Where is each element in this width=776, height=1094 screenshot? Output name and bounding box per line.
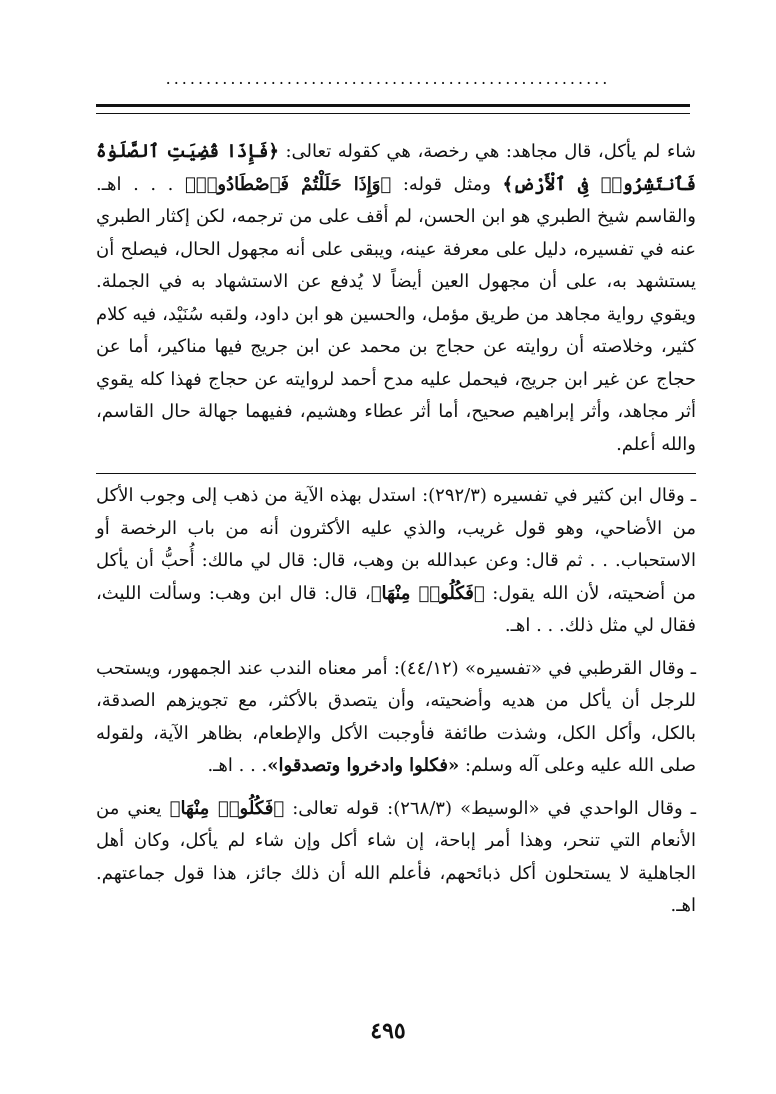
paragraph-2-text-b: ، قال: قال ابن وهب: وسألت الليث، فقال لي مثل ذلك. . . اهـ. [96,582,696,636]
paragraph-1-text-c: . . . اهـ. والقاسم شيخ الطبري هو ابن الحسن، لم أقف على من ترجمه، لكن إكثار الطبري عنه في تفسيره، دليل على معرفة عينه، ويبقى على أنه مجهول الحال، فيصلح أن يستشهد به، على أن مجهول العين أيضاً لا يُدفع عن الاستشهاد به في الجملة. ويقوي رواية مجاهد من طريق مؤمل، والحسين هو ابن داود، ولقبه سُنَيْد، فيه كلام كثير، وخلاصته أن روايته عن حجاج بن محمد عن ابن جريج فيها مناكير، أما عن حجاج عن غير ابن جريج، فيحمل عليه مدح أحمد لروايته عن حجاج فهذا كله يقوي أثر مجاهد، وأثر إبراهيم صحيح، أما أثر عطاء وهشيم، ففيهما جهالة حال القاسم، والله أعلم. [96,173,696,455]
paragraph-4-text-b: يعني من الأنعام التي تنحر، وهذا أمر إباحة، إن شاء أكل وإن شاء لم يأكل، وكان أهل الجاهلية لا يستحلون أكل ذبائحهم، فأعلم الله أن ذلك جائز، هذا قول جماعتهم. اهـ. [96,797,696,916]
quran-verse-1: ﴿فَإِذَا قُضِيَتِ ٱلصَّلَوٰةُ فَٱنتَشِرُوا۟ فِى ٱلْأَرْضِ﴾ [96,141,697,195]
paragraph-3-text-a: ـ وقال القرطبي في «تفسيره» (٤٤/١٢): أمر معناه الندب عند الجمهور، ويستحب للرجل أن يأكل من هديه وأضحيته، وأن يتصدق بالأكثر، مع تجويزهم الصدقة، بالكل، وأكل الكل، وشذت طائفة فأوجبت الأكل والإطعام، بظاهر الآية، ولقوله صلى الله عليه وعلى آله وسلم: [96,657,697,776]
hadith-quote: «فكلوا وادخروا وتصدقوا» [267,755,460,776]
header-rule-thick [96,104,690,107]
quran-verse-4: ﴿فَكُلُوا۟ مِنْهَا﴾ [169,797,285,819]
quran-verse-2: ﴿وَإِذَا حَلَلْتُمْ فَٱصْطَادُوا۟﴾ [184,173,392,195]
paragraph-1-text-a: شاء لم يأكل، قال مجاهد: هي رخصة، هي كقوله تعالى: [278,141,696,162]
header-dotted-line: ....................................................... [165,72,611,86]
paragraph-4-text-a: ـ وقال الواحدي في «الوسيط» (٢٦٨/٣): قوله تعالى: [284,797,696,819]
paragraph-separator [96,473,696,474]
paragraph-2-text-a: ـ وقال ابن كثير في تفسيره (٢٩٢/٣): استدل بهذه الآية من ذهب إلى وجوب الأكل من الأضاحي، وهو قول غريب، والذي عليه الأكثرون أنه من باب الرخصة أو الاستحباب. . . ثم قال: وعن عبدالله بن وهب، قال: قال لي مالك: أُحبُّ أن يأكل من أضحيته، لأن الله يقول: [96,485,697,604]
paragraph-1-text-b: ومثل قوله: [391,173,503,195]
paragraph-3-text-b: . . . اهـ. [207,755,268,776]
page-number: ٤٩٥ [370,1018,406,1044]
header-rule-thin [96,113,690,114]
paragraph-qurtubi [96,653,696,783]
page-body [96,136,696,923]
paragraph-wahidi [96,793,696,923]
quran-verse-3: ﴿فَكُلُوا۟ مِنْهَا﴾ [370,582,485,604]
paragraph-ibn-kathir [96,480,696,643]
paragraph-1 [96,136,696,461]
